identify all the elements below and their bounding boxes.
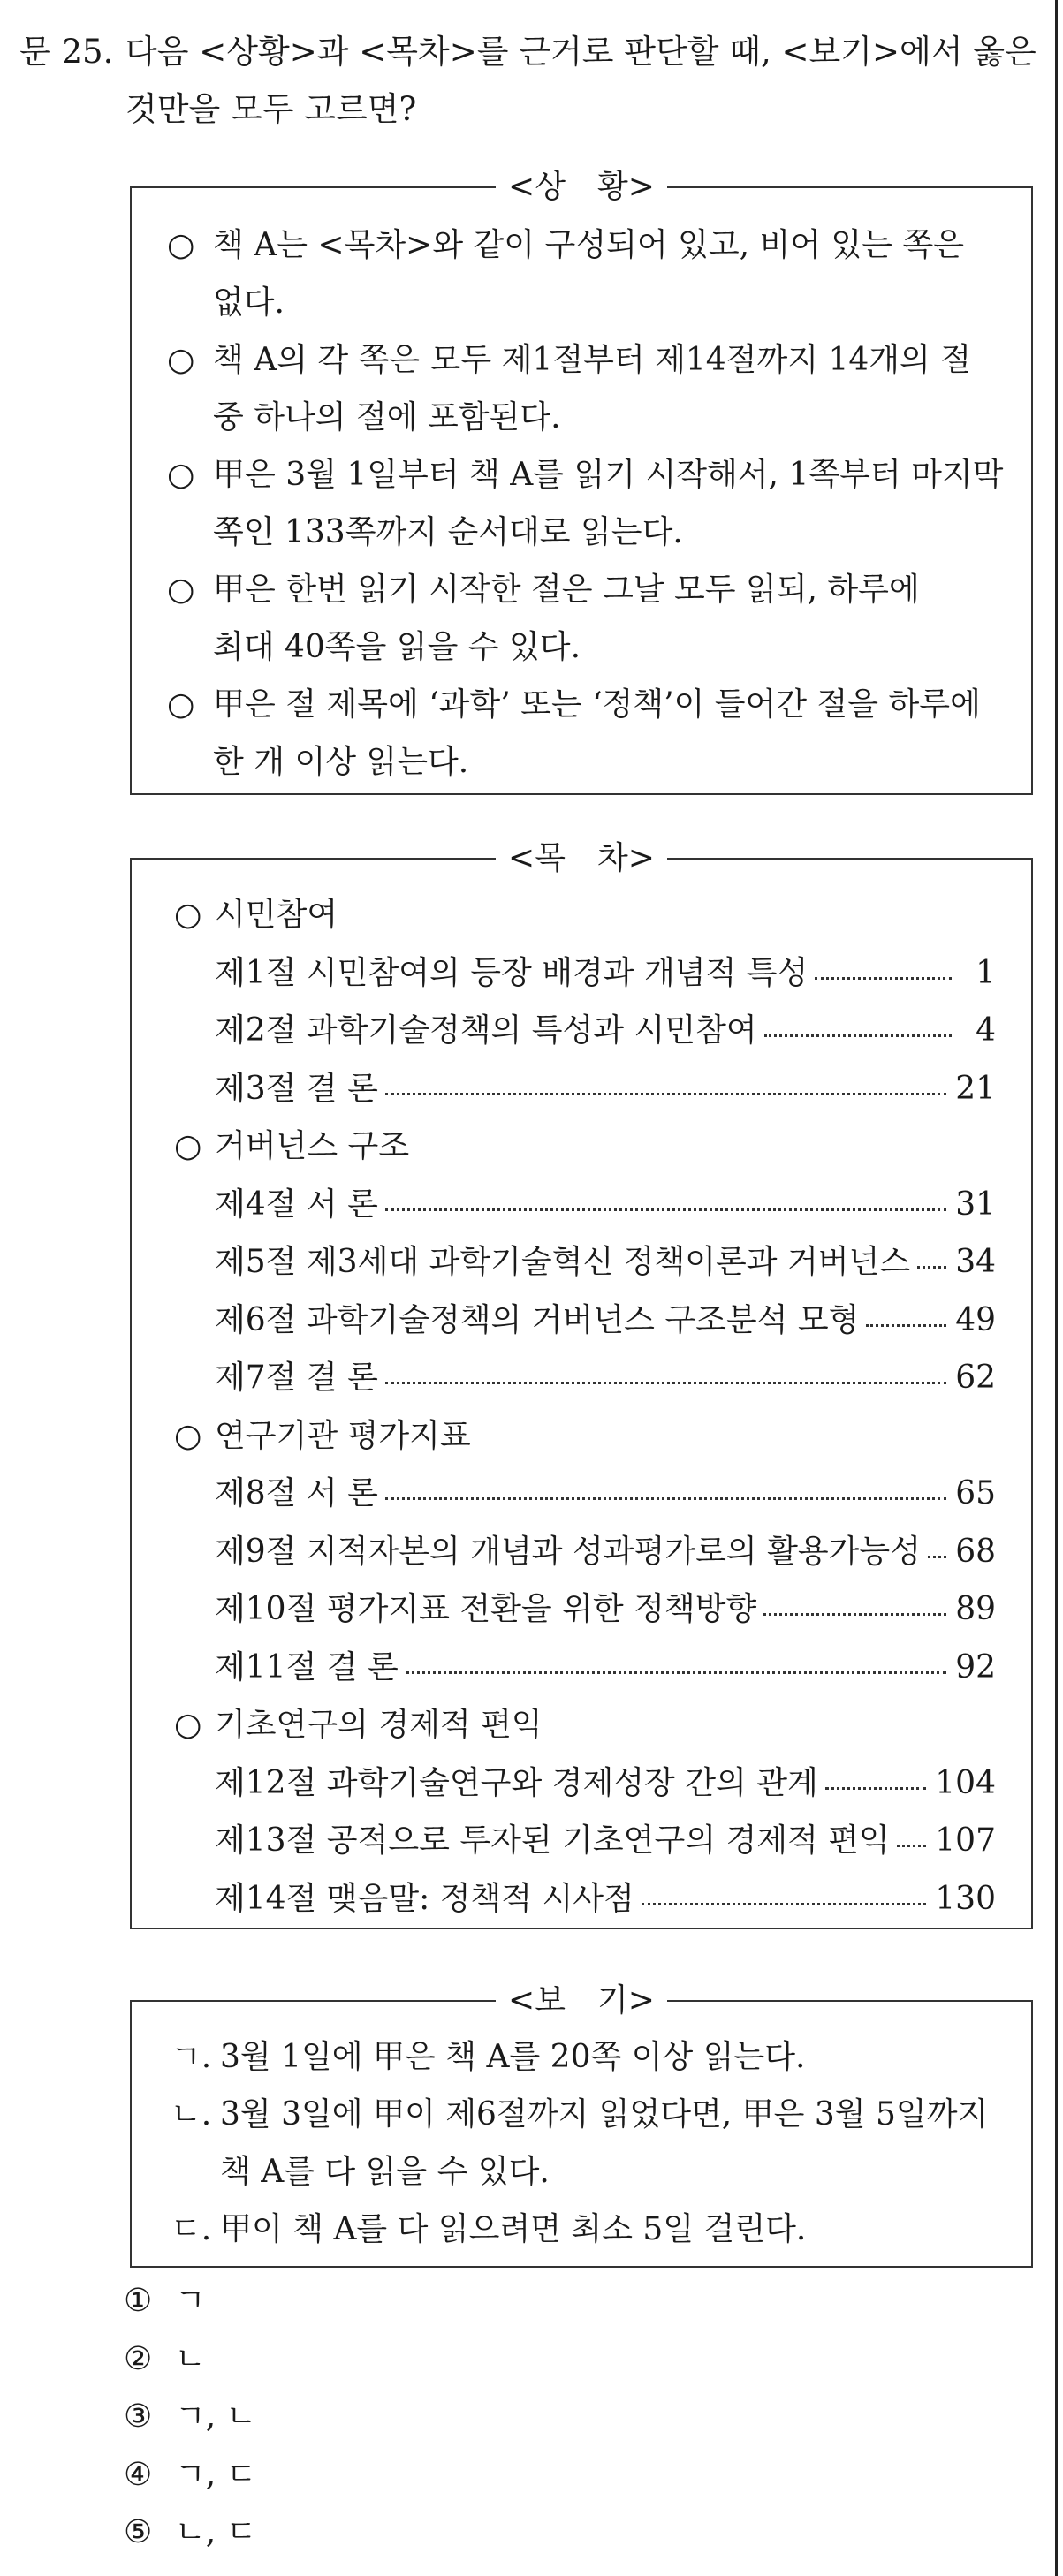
toc-entry <box>174 1754 996 1813</box>
bogi-list <box>171 2028 1005 2258</box>
leader-dots <box>385 1208 946 1211</box>
leader-dots <box>763 1613 946 1616</box>
choice-number: ③ <box>124 2398 153 2435</box>
situation-item-line: 책 A는 <목차>와 같이 구성되어 있고, 비어 있는 쪽은 <box>213 227 965 263</box>
situation-list <box>167 216 1005 791</box>
bogi-item-line: 3월 3일에 甲이 제6절까지 읽었다면, 甲은 3월 5일까지 <box>220 2096 989 2133</box>
answer-choices <box>124 2272 256 2562</box>
question-stem <box>19 23 1044 138</box>
toc-section-heading <box>174 1696 996 1754</box>
toc-entry <box>174 1465 996 1523</box>
leader-dots <box>825 1787 927 1790</box>
question-line-2: 것만을 모두 고르면? <box>125 90 417 128</box>
bogi-item-line: 책 A를 다 읽을 수 있다. <box>220 2154 550 2190</box>
toc-entry-page: 68 <box>955 1533 996 1570</box>
toc-entry <box>174 1060 996 1118</box>
bogi-item <box>171 2086 1005 2201</box>
toc-list <box>174 886 996 1928</box>
toc-entry-title: 제11절 결 론 <box>215 1648 399 1686</box>
toc-entry-page: 62 <box>955 1360 996 1396</box>
toc-entry-title: 제7절 결 론 <box>215 1360 378 1396</box>
toc-entry-page: 104 <box>935 1764 996 1801</box>
toc-entry-title: 제14절 맺음말: 정책적 시사점 <box>215 1880 634 1917</box>
circle-bullet-icon: ○ <box>174 1128 202 1164</box>
choice-text: ㄱ, ㄴ <box>175 2398 257 2435</box>
leader-dots <box>385 1497 946 1500</box>
toc-entry-title: 제10절 평가지표 전환을 위한 정책방향 <box>215 1591 757 1627</box>
toc-entry <box>174 944 996 1003</box>
toc-section-heading <box>174 1407 996 1466</box>
question-number: 문 25. <box>19 33 114 71</box>
situation-box <box>130 169 1033 795</box>
situation-item-line: 한 개 이상 읽는다. <box>213 744 469 780</box>
circle-bullet-icon: ○ <box>167 457 195 493</box>
toc-entry-page: 65 <box>955 1475 996 1512</box>
toc-entry-title: 제3절 결 론 <box>215 1070 378 1107</box>
toc-section-name: 기초연구의 경제적 편익 <box>215 1707 543 1743</box>
leader-dots <box>897 1845 927 1847</box>
page-right-rule <box>1055 0 1058 2576</box>
answer-choice-5[interactable] <box>124 2504 256 2562</box>
toc-entry <box>174 1233 996 1292</box>
situation-item <box>167 676 1005 791</box>
toc-entry-title: 제2절 과학기술정책의 특성과 시민참여 <box>215 1012 757 1049</box>
toc-entry <box>174 1812 996 1870</box>
leader-dots <box>928 1556 946 1558</box>
toc-entry-title: 제12절 과학기술연구와 경제성장 간의 관계 <box>215 1764 818 1801</box>
situation-item <box>167 446 1005 561</box>
situation-item <box>167 561 1005 676</box>
situation-item-line: 중 하나의 절에 포함된다. <box>213 399 561 436</box>
bogi-item-mark: ㄴ. <box>171 2096 212 2133</box>
choice-number: ④ <box>124 2456 153 2493</box>
toc-section-name: 시민참여 <box>215 897 338 933</box>
toc-entry <box>174 1002 996 1060</box>
choice-text: ㄱ <box>175 2283 206 2319</box>
toc-entry-page: 21 <box>955 1070 996 1107</box>
situation-item-line: 甲은 3월 1일부터 책 A를 읽기 시작해서, 1쪽부터 마지막 <box>213 457 1004 493</box>
bogi-item <box>171 2028 1005 2086</box>
situation-item-line: 책 A의 각 쪽은 모두 제1절부터 제14절까지 14개의 절 <box>213 342 972 378</box>
toc-entry-page: 1 <box>976 954 996 991</box>
situation-title: <상 황> <box>496 165 667 209</box>
situation-item-line: 甲은 절 제목에 ‘과학’ 또는 ‘정책’이 들어간 절을 하루에 <box>213 686 981 723</box>
leader-dots <box>385 1093 946 1095</box>
toc-title: <목 차> <box>496 837 667 881</box>
situation-item-line: 甲은 한번 읽기 시작한 절은 그날 모두 읽되, 하루에 <box>213 572 920 608</box>
circle-bullet-icon: ○ <box>174 1707 202 1743</box>
circle-bullet-icon: ○ <box>174 897 202 933</box>
toc-section-name: 거버넌스 구조 <box>215 1128 410 1164</box>
choice-text: ㄴ, ㄷ <box>175 2514 257 2550</box>
situation-item-line: 쪽인 133쪽까지 순서대로 읽는다. <box>213 514 683 550</box>
toc-entry <box>174 1639 996 1697</box>
leader-dots <box>866 1324 946 1327</box>
leader-dots <box>406 1671 946 1674</box>
leader-dots <box>917 1266 946 1269</box>
leader-dots <box>642 1903 926 1905</box>
leader-dots <box>764 1034 952 1037</box>
toc-section-name: 연구기관 평가지표 <box>215 1417 471 1454</box>
situation-item <box>167 331 1005 446</box>
leader-dots <box>815 977 952 980</box>
toc-entry-page: 107 <box>935 1822 996 1859</box>
leader-dots <box>385 1382 946 1384</box>
toc-section-heading <box>174 886 996 944</box>
toc-entry-page: 92 <box>955 1648 996 1686</box>
bogi-box <box>130 1982 1033 2268</box>
toc-entry-page: 49 <box>955 1301 996 1338</box>
toc-entry-page: 130 <box>935 1880 996 1917</box>
choice-number: ① <box>124 2283 153 2319</box>
situation-item-line: 없다. <box>213 284 285 321</box>
toc-entry <box>174 1523 996 1581</box>
bogi-item-mark: ㄱ. <box>171 2039 212 2075</box>
toc-entry-page: 31 <box>955 1186 996 1223</box>
toc-entry-title: 제5절 제3세대 과학기술혁신 정책이론과 거버넌스 <box>215 1244 911 1280</box>
choice-text: ㄴ <box>175 2340 206 2377</box>
toc-box <box>130 840 1033 1929</box>
situation-item-line: 최대 40쪽을 읽을 수 있다. <box>213 629 581 665</box>
circle-bullet-icon: ○ <box>167 342 195 378</box>
choice-number: ⑤ <box>124 2514 153 2550</box>
toc-entry-page: 4 <box>976 1012 996 1049</box>
bogi-title: <보 기> <box>496 1979 667 2023</box>
circle-bullet-icon: ○ <box>167 227 195 263</box>
answer-choice-1[interactable] <box>124 2272 256 2330</box>
circle-bullet-icon: ○ <box>174 1417 202 1454</box>
choice-text: ㄱ, ㄷ <box>175 2456 257 2493</box>
toc-entry-title: 제8절 서 론 <box>215 1475 378 1512</box>
toc-entry-page: 34 <box>955 1244 996 1280</box>
answer-choice-2[interactable] <box>124 2330 256 2389</box>
choice-number: ② <box>124 2340 153 2377</box>
toc-entry-title: 제6절 과학기술정책의 거버넌스 구조분석 모형 <box>215 1301 860 1338</box>
answer-choice-3[interactable] <box>124 2388 256 2446</box>
toc-entry-title: 제9절 지적자본의 개념과 성과평가로의 활용가능성 <box>215 1533 921 1570</box>
toc-entry <box>174 1349 996 1407</box>
bogi-item-mark: ㄷ. <box>171 2211 212 2247</box>
toc-entry <box>174 1176 996 1234</box>
question-line-1: 다음 <상황>과 <목차>를 근거로 판단할 때, <보기>에서 옳은 <box>125 33 1036 71</box>
answer-choice-4[interactable] <box>124 2446 256 2504</box>
toc-entry-title: 제1절 시민참여의 등장 배경과 개념적 특성 <box>215 954 809 991</box>
toc-entry <box>174 1292 996 1350</box>
bogi-item <box>171 2201 1005 2258</box>
bogi-item-line: 甲이 책 A를 다 읽으려면 최소 5일 걸린다. <box>220 2211 807 2247</box>
toc-entry-title: 제13절 공적으로 투자된 기초연구의 경제적 편익 <box>215 1822 890 1859</box>
toc-entry-title: 제4절 서 론 <box>215 1186 378 1223</box>
toc-entry <box>174 1870 996 1928</box>
toc-section-heading <box>174 1118 996 1176</box>
toc-entry-page: 89 <box>955 1591 996 1627</box>
circle-bullet-icon: ○ <box>167 572 195 608</box>
situation-item <box>167 216 1005 331</box>
bogi-item-line: 3월 1일에 甲은 책 A를 20쪽 이상 읽는다. <box>220 2039 806 2075</box>
circle-bullet-icon: ○ <box>167 686 195 723</box>
toc-entry <box>174 1580 996 1639</box>
